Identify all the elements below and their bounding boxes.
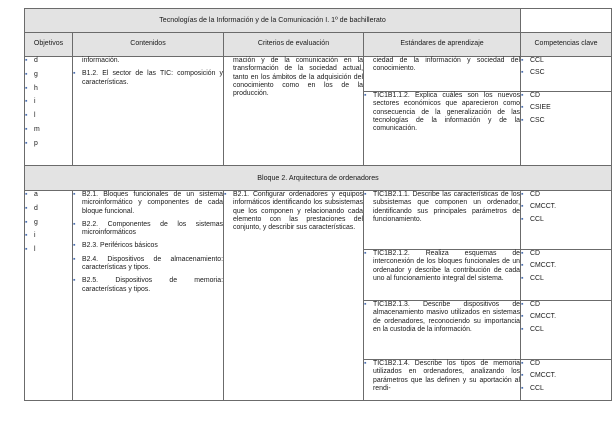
competencia-item: ▪ CMCCT. xyxy=(521,313,611,321)
block2-estandar-3 xyxy=(364,301,521,360)
block2-objetivos xyxy=(25,191,73,401)
competencia-item: ▪ CCL xyxy=(521,326,611,334)
block2-estandar-4 xyxy=(364,360,521,401)
objetivo-item: ▪ l xyxy=(25,246,72,254)
title-blank-cell xyxy=(521,9,612,33)
estandar-text: ▪ TIC1B2.1.3. Describe dispositivos de almacenamiento masivo utilizados en sistemas de ordenadores, reconociendo su importancia en la custodia de la información. xyxy=(364,301,520,334)
estandar-text: ciedad de la información y sociedad del conocimiento. xyxy=(373,57,521,73)
objetivo-item: ▪ i xyxy=(25,232,72,240)
header-criterios: Criterios de evaluación xyxy=(224,33,364,57)
contenido-item: ▪ B2.1. Bloques funcionales de un sistema microinformático y componentes de cada bloque funcional. xyxy=(73,191,223,216)
block1-competencias-2 xyxy=(521,92,612,166)
competencia-item: ▪ CCL xyxy=(521,275,611,283)
criterio-text: ▪ B2.1. Configurar ordenadores y equipos informáticos identificando los subsistemas que los componen y relacionando cada elemento con las prestaciones del conjunto, y describir sus características. xyxy=(224,191,363,232)
objetivo-item: ▪ d xyxy=(25,205,72,213)
competencia-item: ▪ CCL xyxy=(521,385,611,393)
competencia-item: ▪ CD xyxy=(521,191,611,199)
block2-estandar-2 xyxy=(364,250,521,301)
block2-estandar-1 xyxy=(364,191,521,250)
estandar-text: ▪ TIC1B1.1.2. Explica cuáles son los nuevos sectores económicos que aparecieron como consecuencia de la generalización de las tecnologías de la información y de la comunicación. xyxy=(364,92,520,133)
competencia-item: ▪ CD xyxy=(521,360,611,368)
estandar-text: ▪ TIC1B2.1.4. Describe los tipos de memoria utilizados en ordenadores, analizando los parámetros que las definen y su aportación al rendi- xyxy=(364,360,520,393)
competencia-item: ▪ CSIEE xyxy=(521,104,611,112)
block2-competencias-2 xyxy=(521,250,612,301)
criterio-text: mación y de la comunicación en la transformación de la sociedad actual, tanto en los ámbitos de la adquisición del conocimiento como en los de la producción. xyxy=(233,57,363,98)
objetivo-item: ▪ h xyxy=(25,85,72,93)
objetivo-item: ▪ g xyxy=(25,219,72,227)
header-competencias: Competencias clave xyxy=(521,33,612,57)
objetivo-item: ▪ g xyxy=(25,71,72,79)
table-title: Tecnologías de la Información y de la Comunicación I. 1º de bachillerato xyxy=(25,9,521,33)
competencia-item: ▪ CMCCT. xyxy=(521,262,611,270)
competencia-item: ▪ CCL xyxy=(521,216,611,224)
contenido-item: ▪ B2.4. Dispositivos de almacenamiento: características y tipos. xyxy=(73,256,223,273)
block1-criterio xyxy=(224,57,364,166)
block2-competencias-3 xyxy=(521,301,612,360)
contenido-item: ▪ B2.5. Dispositivos de memoria: características y tipos. xyxy=(73,277,223,294)
competencia-item: ▪ CMCCT. xyxy=(521,203,611,211)
competencia-item: ▪ CSC xyxy=(521,117,611,125)
competencia-item: ▪ CCL xyxy=(521,57,611,65)
block2-competencias-4 xyxy=(521,360,612,401)
competencia-item: ▪ CD xyxy=(521,250,611,258)
block2-criterio xyxy=(224,191,364,401)
header-objetivos: Objetivos xyxy=(25,33,73,57)
estandar-text: ▪ TIC1B2.1.1. Describe las características de los subsistemas que componen un ordenador, identificando sus principales parámetros de funcionamiento. xyxy=(364,191,520,224)
block2-contenidos xyxy=(73,191,224,401)
table-title-row xyxy=(25,9,612,33)
header-estandares: Estándares de aprendizaje xyxy=(364,33,521,57)
contenido-item: ▪ B1.2. El sector de las TIC: composición y características. xyxy=(73,70,223,87)
objetivo-item: ▪ i xyxy=(25,98,72,106)
objetivo-item: ▪ d xyxy=(25,57,72,65)
block2-row-1 xyxy=(25,191,612,250)
objetivo-item: ▪ p xyxy=(25,140,72,148)
competencia-item: ▪ CMCCT. xyxy=(521,372,611,380)
block2-heading: Bloque 2. Arquitectura de ordenadores xyxy=(25,166,612,191)
estandar-text: ▪ TIC1B2.1.2. Realiza esquemas de interconexión de los bloques funcionales de un ordenador y describe la contribución de cada uno al funcionamiento integral del sistema. xyxy=(364,250,520,283)
competencia-item: ▪ CD xyxy=(521,301,611,309)
contenido-item: información. xyxy=(82,57,120,64)
block1-contenidos xyxy=(73,57,224,166)
objetivo-item: ▪ l xyxy=(25,112,72,120)
competencia-item: ▪ CD xyxy=(521,92,611,100)
contenido-item: ▪ B2.3. Periféricos básicos xyxy=(73,242,223,250)
objetivo-item: ▪ a xyxy=(25,191,72,199)
block1-competencias-1 xyxy=(521,57,612,92)
block1-objetivos xyxy=(25,57,73,166)
block1-estandar-1 xyxy=(364,57,521,92)
objetivo-item: ▪ m xyxy=(25,126,72,134)
header-contenidos: Contenidos xyxy=(73,33,224,57)
block1-estandar-2 xyxy=(364,92,521,166)
competencia-item: ▪ CSC xyxy=(521,69,611,77)
contenido-item: ▪ B2.2. Componentes de los sistemas microinformáticos xyxy=(73,221,223,238)
header-row xyxy=(25,33,612,57)
block1-row-a xyxy=(25,57,612,92)
curriculum-table xyxy=(24,8,612,401)
block2-heading-row xyxy=(25,166,612,191)
block2-competencias-1 xyxy=(521,191,612,250)
